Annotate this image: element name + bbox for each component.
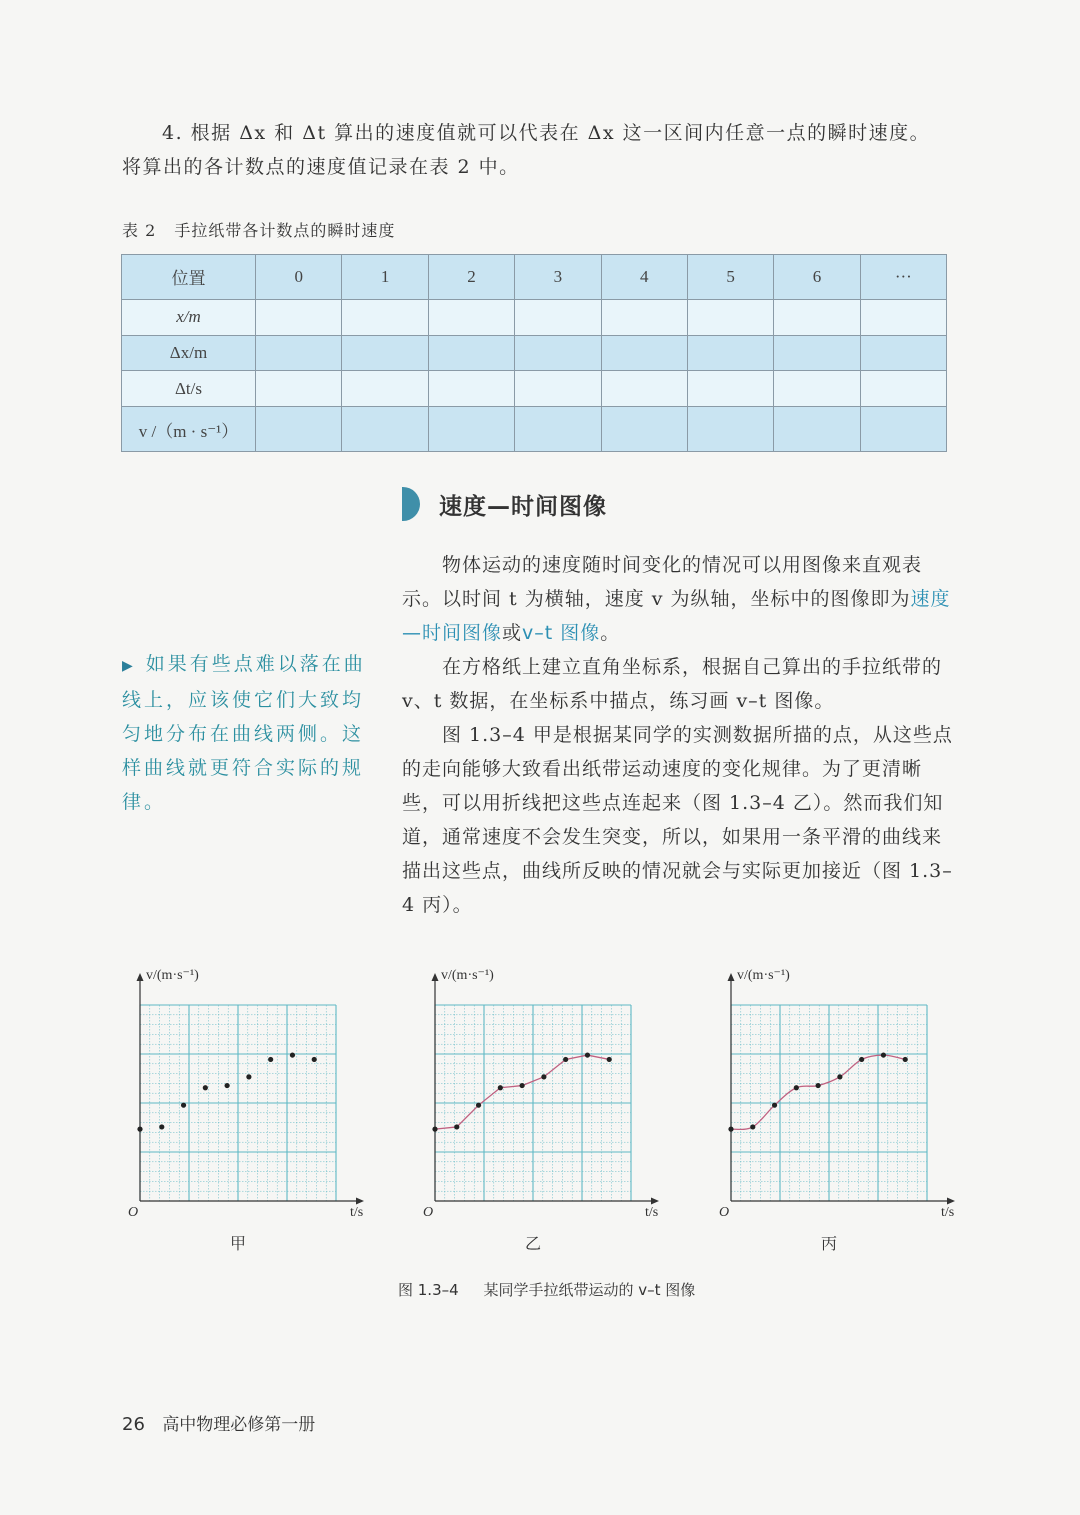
y-axis-label: v/(m·s⁻¹)	[441, 968, 494, 983]
table-cell	[342, 335, 428, 371]
data-point	[541, 1074, 546, 1079]
table-row-label: Δx/m	[122, 335, 256, 371]
intro-line-2: 将算出的各计数点的速度值记录在表 2 中。	[122, 156, 520, 178]
table-cell	[687, 371, 773, 407]
table-row	[122, 335, 947, 371]
y-axis-label: v/(m·s⁻¹)	[737, 968, 790, 983]
data-point	[607, 1057, 612, 1062]
data-point	[520, 1083, 525, 1088]
data-point	[881, 1052, 886, 1057]
data-point	[312, 1057, 317, 1062]
table-row	[122, 371, 947, 407]
data-point	[563, 1057, 568, 1062]
table-cell	[256, 371, 342, 407]
data-point	[225, 1083, 230, 1088]
velocity-table	[121, 254, 947, 452]
table-header-cell: ···	[860, 255, 946, 300]
body-paragraph-3: 图 1.3–4 甲是根据某同学的实测数据所描的点，从这些点的走向能够大致看出纸带运动速度的变化规律。为了更清晰些，可以用折线把这些点连起来（图 1.3–4 乙）。然而我们知道，通常速度不会发生突变，所以，如果用一条平滑的曲线来描出这些点，曲线所反映的情况就会与实际更加接近（图 1.3–4 丙）。	[402, 724, 953, 916]
table-cell	[601, 371, 687, 407]
grid	[140, 1005, 336, 1201]
data-point	[794, 1085, 799, 1090]
table-cell	[515, 407, 601, 452]
data-point	[498, 1085, 503, 1090]
table-cell	[256, 335, 342, 371]
y-axis-arrow-icon	[728, 973, 735, 981]
graph-sublabel: 甲	[230, 1234, 247, 1253]
table-cell	[342, 371, 428, 407]
intro-paragraph	[122, 116, 952, 184]
body-text	[402, 548, 954, 922]
data-point	[159, 1124, 164, 1129]
figure-caption	[398, 1279, 695, 1300]
table-header-cell: 4	[601, 255, 687, 300]
table-cell	[342, 299, 428, 335]
polyline-curve	[435, 1055, 609, 1129]
intro-line-1: 4. 根据 Δx 和 Δt 算出的速度值就可以代表在 Δx 这一区间内任意一点的瞬时速度。	[162, 122, 931, 144]
table-row-label: x/m	[122, 299, 256, 335]
table-cell	[687, 407, 773, 452]
data-point	[268, 1057, 273, 1062]
data-point	[290, 1052, 295, 1057]
vt-graph-yi	[423, 965, 663, 1255]
data-point	[203, 1085, 208, 1090]
table-cell	[515, 371, 601, 407]
table-header-cell: 3	[515, 255, 601, 300]
table-cell	[428, 335, 514, 371]
body-paragraph-2: 在方格纸上建立直角坐标系，根据自己算出的手拉纸带的 v、t 数据，在坐标系中描点，练习画 v–t 图像。	[402, 656, 943, 712]
axes	[137, 973, 365, 1205]
y-axis-arrow-icon	[432, 973, 439, 981]
table-header-cell: 1	[342, 255, 428, 300]
table-cell	[601, 335, 687, 371]
data-point	[772, 1103, 777, 1108]
data-point	[750, 1124, 755, 1129]
data-point	[246, 1074, 251, 1079]
vt-graph-svg	[719, 965, 959, 1225]
table-cell	[256, 407, 342, 452]
table-cell	[860, 407, 946, 452]
origin-label: O	[719, 1205, 730, 1220]
table-row-label: Δt/s	[122, 371, 256, 407]
table-cell	[428, 407, 514, 452]
table-cell	[256, 299, 342, 335]
data-point	[181, 1103, 186, 1108]
body-p1-or: 或	[502, 622, 523, 644]
x-axis-label: t/s	[350, 1205, 364, 1220]
body-p1-text: 物体运动的速度随时间变化的情况可以用图像来直观表示。以时间 t 为横轴，速度 v 为纵轴，坐标中的图像即为	[402, 554, 923, 610]
data-point	[859, 1057, 864, 1062]
grid	[435, 1005, 631, 1201]
section-marker-icon	[402, 487, 420, 521]
body-p1-end: 。	[600, 622, 621, 644]
table-cell	[515, 299, 601, 335]
table-cell	[774, 371, 860, 407]
figure-caption-text: 某同学手拉纸带运动的 v–t 图像	[483, 1281, 696, 1299]
side-note	[122, 647, 367, 819]
page-number: 26	[122, 1414, 145, 1435]
data-point	[837, 1074, 842, 1079]
table-cell	[428, 299, 514, 335]
x-axis-label: t/s	[645, 1205, 659, 1220]
table-cell	[774, 299, 860, 335]
y-axis-label: v/(m·s⁻¹)	[146, 968, 199, 983]
figure-number: 图 1.3–4	[398, 1281, 459, 1299]
graph-sublabel: 乙	[525, 1234, 542, 1253]
x-axis-arrow-icon	[947, 1198, 955, 1205]
table-header-cell: 2	[428, 255, 514, 300]
vt-graph-svg	[423, 965, 663, 1225]
data-point	[816, 1083, 821, 1088]
data-point	[728, 1127, 733, 1132]
origin-label: O	[423, 1205, 434, 1220]
book-title: 高中物理必修第一册	[162, 1415, 316, 1435]
grid	[731, 1005, 927, 1201]
data-point	[137, 1127, 142, 1132]
table-cell	[860, 335, 946, 371]
term-vt-graph: v–t 图像	[522, 622, 601, 644]
table-cell	[515, 335, 601, 371]
table-cell	[687, 299, 773, 335]
table-header-cell: 6	[774, 255, 860, 300]
table-cell	[428, 371, 514, 407]
table-cell	[687, 335, 773, 371]
origin-label: O	[128, 1205, 139, 1220]
data-point	[903, 1057, 908, 1062]
table-number: 表 2	[122, 221, 157, 240]
graph-sublabel: 丙	[821, 1234, 838, 1253]
data-point	[432, 1127, 437, 1132]
table-header-cell: 位置	[122, 255, 256, 300]
x-axis-arrow-icon	[651, 1198, 659, 1205]
side-note-text: 如果有些点难以落在曲线上，应该使它们大致均匀地分布在曲线两侧。这样曲线就更符合实际的规律。	[122, 653, 366, 813]
table-cell	[601, 299, 687, 335]
section-title: 速度—时间图像	[439, 494, 607, 520]
table-caption	[122, 218, 395, 241]
term-velocity-time-graph: 速度—时间图像	[402, 588, 951, 644]
data-point	[454, 1124, 459, 1129]
table-header-row	[122, 255, 947, 300]
table-cell	[860, 299, 946, 335]
table-cell	[342, 407, 428, 452]
table-cell	[774, 407, 860, 452]
axes	[728, 973, 956, 1205]
x-axis-arrow-icon	[356, 1198, 364, 1205]
vt-graph-jia	[128, 965, 368, 1255]
data-point	[585, 1052, 590, 1057]
table-title: 手拉纸带各计数点的瞬时速度	[174, 221, 396, 240]
table-cell	[774, 335, 860, 371]
x-axis-label: t/s	[941, 1205, 955, 1220]
data-point	[476, 1103, 481, 1108]
table-row	[122, 407, 947, 452]
axes	[432, 973, 660, 1205]
triangle-bullet-icon: ▶	[122, 658, 136, 674]
vt-graph-svg	[128, 965, 368, 1225]
table-header-cell: 0	[256, 255, 342, 300]
page-footer	[122, 1410, 315, 1435]
table-row	[122, 299, 947, 335]
y-axis-arrow-icon	[137, 973, 144, 981]
vt-graph-bing	[719, 965, 959, 1255]
table-header-cell: 5	[687, 255, 773, 300]
table-cell	[601, 407, 687, 452]
smooth-curve	[731, 1055, 905, 1129]
table-cell	[860, 371, 946, 407]
table-row-label: v /（m · s⁻¹）	[122, 407, 256, 452]
body-paragraph-1	[402, 548, 954, 650]
